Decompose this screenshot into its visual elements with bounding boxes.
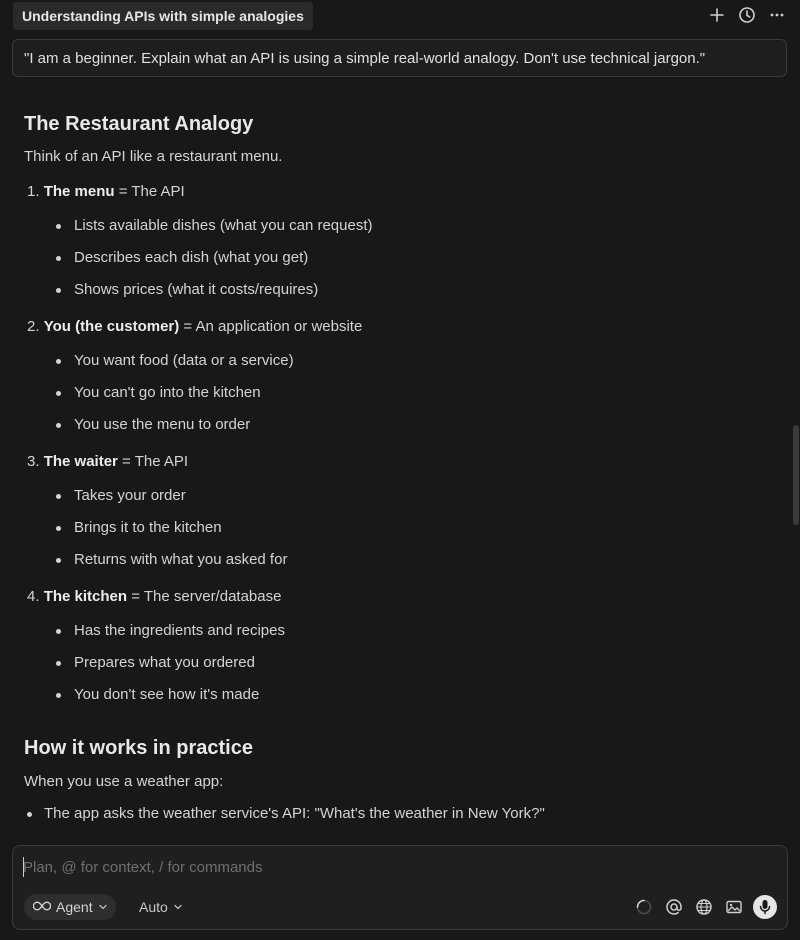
numbered-item [27, 182, 779, 202]
plus-icon[interactable] [706, 4, 728, 26]
list-item: You use the menu to order [24, 415, 779, 435]
chevron-down-icon [98, 899, 108, 915]
item-definition: = An application or website [179, 318, 363, 335]
item-number: 4. [27, 588, 40, 605]
section-heading: The Restaurant Analogy [24, 113, 254, 135]
model-selector[interactable] [133, 894, 189, 920]
top-bar [0, 0, 800, 34]
list-item: Returns with what you asked for [24, 550, 779, 570]
globe-icon[interactable] [693, 896, 715, 918]
item-term: You (the customer) [43, 318, 180, 335]
list-item: Describes each dish (what you get) [24, 248, 779, 268]
intro-paragraph: Think of an API like a restaurant menu. [24, 148, 283, 165]
item-term: The menu [43, 183, 115, 200]
mic-icon[interactable] [753, 895, 777, 919]
spinner-icon [633, 896, 655, 918]
message-input[interactable] [23, 856, 763, 878]
list-item: Shows prices (what it costs/requires) [24, 280, 779, 300]
bullet-list [24, 804, 779, 824]
item-term: The waiter [43, 453, 118, 470]
list-item: You can't go into the kitchen [24, 383, 779, 403]
item-number: 2. [27, 318, 40, 335]
composer [12, 845, 788, 930]
list-item: You don't see how it's made [24, 685, 779, 705]
list-item: Has the ingredients and recipes [24, 621, 779, 641]
item-definition: = The API [117, 453, 189, 470]
infinity-icon [33, 899, 51, 915]
top-actions [706, 4, 788, 26]
item-definition: = The server/database [127, 588, 282, 605]
list-item: Brings it to the kitchen [24, 518, 779, 538]
image-icon[interactable] [723, 896, 745, 918]
numbered-item [27, 452, 779, 472]
list-item: Prepares what you ordered [24, 653, 779, 673]
item-definition: = The API [114, 183, 185, 200]
list-item: The app asks the weather service's API: "What's the weather in New York?" [24, 804, 779, 824]
list-item: You want food (data or a service) [24, 351, 779, 371]
numbered-item [27, 317, 779, 337]
list-item: Lists available dishes (what you can request) [24, 216, 779, 236]
chevron-down-icon [173, 899, 183, 915]
ellipsis-icon[interactable] [766, 4, 788, 26]
clock-icon[interactable] [736, 4, 758, 26]
composer-tools [633, 894, 777, 920]
bullet-list [24, 486, 779, 570]
agent-mode-button[interactable] [24, 894, 116, 920]
practice-intro: When you use a weather app: [24, 773, 224, 790]
item-number: 1. [27, 183, 40, 200]
chat-title[interactable]: Understanding APIs with simple analogies [13, 2, 313, 30]
user-prompt[interactable]: "I am a beginner. Explain what an API is using a simple real-world analogy. Don't use technical jargon." [12, 39, 787, 77]
numbered-item [27, 587, 779, 607]
model-label: Auto [139, 899, 168, 915]
scrollbar-thumb[interactable] [793, 425, 799, 525]
agent-label: Agent [56, 899, 93, 915]
assistant-response [24, 110, 779, 845]
section-heading: How it works in practice [24, 737, 253, 759]
bullet-list [24, 216, 779, 300]
bullet-list [24, 351, 779, 435]
at-icon[interactable] [663, 896, 685, 918]
item-term: The kitchen [43, 588, 128, 605]
item-number: 3. [27, 453, 40, 470]
list-item: Takes your order [24, 486, 779, 506]
bullet-list [24, 621, 779, 705]
